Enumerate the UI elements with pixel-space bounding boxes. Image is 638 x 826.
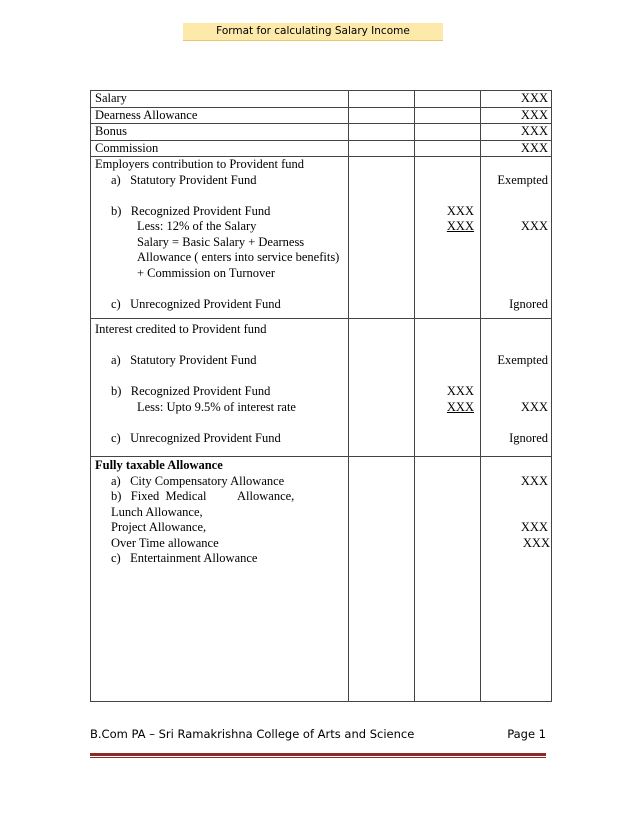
row-label-dearness-allowance: Dearness Allowance: [91, 107, 349, 124]
fta-item-c: c) Entertainment Allowance: [111, 551, 258, 565]
fta-item-b: b) Fixed Medical Allowance,: [111, 489, 295, 503]
interest-item-b-less: Less: Upto 9.5% of interest rate: [137, 399, 296, 414]
table-row-fully-taxable-allowance: [91, 457, 552, 702]
fta-item-a: a) City Compensatory Allowance: [111, 473, 285, 488]
row-label-commission: Commission: [91, 140, 349, 157]
fta-amount-a: XXX: [520, 473, 548, 488]
row-label-bonus: Bonus: [91, 124, 349, 141]
interest-item-b-amount-2: XXX: [446, 399, 474, 414]
pf-item-b-note-3: + Commission on Turnover: [137, 265, 275, 280]
footer-rule: [90, 753, 546, 756]
footer-rule-thin: [90, 757, 546, 758]
row-amount-bonus: XXX: [481, 124, 552, 141]
salary-format-table: [90, 90, 552, 702]
row-amount-salary: XXX: [481, 91, 552, 108]
pf-item-b-result: XXX: [520, 219, 548, 233]
fta-item-overtime: Over Time allowance: [111, 535, 219, 550]
pf-item-b-note-1: Salary = Basic Salary + Dearness: [137, 234, 305, 249]
interest-item-b-result: XXX: [520, 399, 548, 414]
fta-item-project: Project Allowance,: [111, 520, 207, 534]
pf-item-b-note-2: Allowance ( enters into service benefits): [137, 250, 340, 264]
pf-item-a-label: a) Statutory Provident Fund: [111, 172, 257, 187]
table-row: [91, 91, 552, 108]
fta-amount-overtime: XXX: [522, 535, 550, 550]
fta-item-lunch: Lunch Allowance,: [111, 504, 203, 519]
pf-item-c-label: c) Unrecognized Provident Fund: [111, 296, 281, 311]
interest-item-a-label: a) Statutory Provident Fund: [111, 353, 257, 367]
footer-college-name: B.Com PA – Sri Ramakrishna College of Arts and Science: [90, 727, 415, 741]
table-row: [91, 124, 552, 141]
document-footer: [90, 727, 546, 745]
table-row: [91, 107, 552, 124]
interest-item-c-result: Ignored: [509, 430, 548, 445]
pf-item-b-less: Less: 12% of the Salary: [137, 219, 257, 233]
pf-item-b-amount-2: XXX: [446, 219, 474, 233]
interest-item-b-amount-1: XXX: [446, 384, 474, 398]
footer-page-number: Page 1: [507, 727, 546, 741]
fta-amount-project: XXX: [520, 520, 548, 534]
table-row: [91, 140, 552, 157]
fta-heading: Fully taxable Allowance: [95, 458, 223, 472]
table-row-provident-fund: [91, 157, 552, 319]
row-label-salary: Salary: [91, 91, 349, 108]
interest-heading: Interest credited to Provident fund: [95, 322, 267, 336]
pf-item-a-result: Exempted: [497, 172, 548, 187]
interest-item-b-label: b) Recognized Provident Fund: [111, 384, 271, 398]
interest-item-a-result: Exempted: [497, 353, 548, 367]
document-header-title: Format for calculating Salary Income: [183, 23, 443, 41]
interest-item-c-label: c) Unrecognized Provident Fund: [111, 430, 281, 445]
pf-heading: Employers contribution to Provident fund: [95, 157, 305, 171]
pf-item-c-result: Ignored: [509, 296, 548, 311]
pf-item-b-amount-1: XXX: [446, 203, 474, 218]
row-amount-dearness-allowance: XXX: [481, 107, 552, 124]
table-row-interest: [91, 319, 552, 457]
pf-item-b-label: b) Recognized Provident Fund: [111, 203, 271, 218]
row-amount-commission: XXX: [481, 140, 552, 157]
